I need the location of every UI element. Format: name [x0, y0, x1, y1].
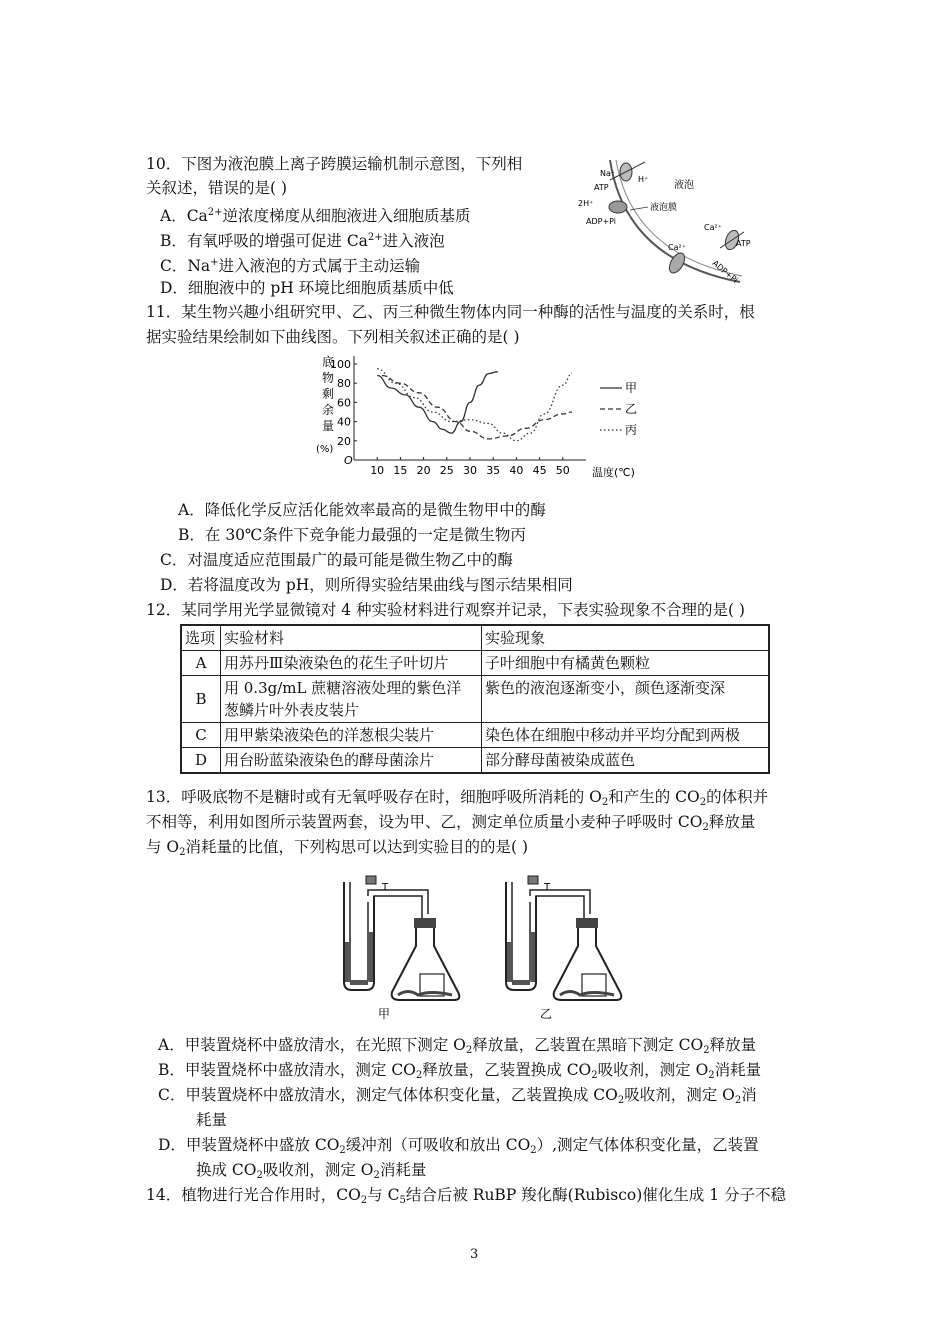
- legend-label: 甲: [625, 381, 638, 395]
- q13-option-d-cont: 换成 $CO_2$吸收剂，测定 $O_2$消耗量: [196, 1161, 427, 1181]
- adp-label: ADP+Pi: [586, 217, 617, 226]
- apparatus-right: [506, 876, 621, 1021]
- atp-label: ATP: [594, 183, 609, 192]
- series-line-2: [382, 376, 572, 439]
- row-option: B: [181, 676, 221, 723]
- page-number: 3: [470, 1247, 479, 1262]
- row-option: A: [181, 651, 221, 676]
- h-label: H⁺: [638, 175, 649, 184]
- y-axis-label-char: 剩: [322, 387, 335, 401]
- table-row: [181, 651, 769, 676]
- y-axis-label-char: 物: [322, 371, 335, 385]
- row-material: 用 0.3g/mL 蔗糖溶液处理的紫色洋 葱鳞片叶外表皮装片: [221, 676, 482, 723]
- row-material: 用台盼蓝染液染色的酵母菌涂片: [221, 748, 482, 774]
- x-axis-label: 温度(℃): [592, 466, 635, 479]
- q13-option-a: A．甲装置烧杯中盛放清水，在光照下测定 $O_2$释放量，乙装置在黑暗下测定 $CO_2$释放量: [158, 1036, 757, 1056]
- header-result: 实验现象: [482, 625, 770, 651]
- vacuole-membrane-figure: [570, 150, 770, 290]
- q13-option-b: B．甲装置烧杯中盛放清水，测定 $CO_2$释放量，乙装置换成 $CO_2$吸收剂，测定 $O_2$消耗量: [158, 1061, 762, 1081]
- q12-table: [180, 624, 770, 774]
- row-option: C: [181, 723, 221, 748]
- q11-option-b: B．在 30℃条件下竞争能力最强的一定是微生物丙: [178, 526, 526, 544]
- row-material: 用甲紫染液染色的洋葱根尖装片: [221, 723, 482, 748]
- row-result: 部分酵母菌被染成蓝色: [482, 748, 770, 774]
- y-tick-label: 20: [337, 434, 351, 448]
- respiration-apparatus-figure: [330, 862, 630, 1022]
- y-axis-label-char: 底: [322, 355, 335, 369]
- adp-label-2: ADP+Pi: [710, 258, 740, 285]
- q10-option-c: C．Na+进入液泡的方式属于主动运输: [160, 257, 421, 275]
- q13-stem-line1: 13．呼吸底物不是糖时或有无氧呼吸存在时，细胞呼吸所消耗的 $O_2$和产生的 $CO_2$的体积并: [146, 788, 769, 808]
- label-jia: 甲: [378, 1007, 391, 1021]
- table-row: [181, 748, 769, 774]
- atp-label-2: ATP: [736, 239, 751, 248]
- y-axis-label-char: 余: [322, 403, 335, 417]
- na-label: Na⁺: [600, 169, 616, 178]
- row-result: 子叶细胞中有橘黄色颗粒: [482, 651, 770, 676]
- y-tick-label: 40: [337, 415, 351, 429]
- legend-label: 乙: [625, 402, 638, 416]
- x-tick-label: 35: [486, 464, 501, 477]
- q11-stem-line2: 据实验结果绘制如下曲线图。下列相关叙述正确的是( ): [146, 328, 520, 346]
- x-tick-label: 20: [416, 464, 431, 477]
- stopcock-label: T: [382, 882, 389, 893]
- ca-label-2: Ca²⁺: [704, 223, 722, 232]
- x-tick-label: 30: [463, 464, 477, 477]
- y-tick-label: 60: [337, 396, 351, 410]
- x-tick-label: 10: [370, 464, 385, 477]
- q11-stem-line1: 11．某生物兴趣小组研究甲、乙、丙三种微生物体内同一种酶的活性与温度的关系时，根: [146, 303, 755, 321]
- enzyme-temperature-chart: [312, 352, 652, 490]
- x-tick-label: 50: [555, 464, 570, 477]
- table-row: [181, 676, 769, 723]
- q13-stem-line3: 与 $O_2$消耗量的比值，下列构思可以达到实验目的的是( ): [146, 838, 529, 858]
- origin-label: O: [344, 454, 353, 467]
- row-result: 紫色的液泡逐渐变小，颜色逐渐变深: [482, 676, 770, 723]
- table-header-row: [181, 625, 769, 651]
- q10-option-a: A．$Ca^{2+}$逆浓度梯度从细胞液进入细胞质基质: [160, 207, 471, 225]
- y-axis-unit: (%): [316, 444, 334, 455]
- membrane-label: 液泡膜: [650, 203, 678, 213]
- q13-option-c-cont: 耗量: [196, 1111, 228, 1129]
- q10-stem-line2: 关叙述，错误的是( ): [146, 179, 288, 197]
- h-pump: [609, 201, 627, 213]
- ca-label-1: Ca²⁺: [668, 243, 686, 252]
- q13-option-d: D．甲装置烧杯中盛放 $CO_2$缓冲剂（可吸收和放出 $CO_2$）,测定气体体积变化量，乙装置: [158, 1136, 759, 1156]
- header-material: 实验材料: [221, 625, 482, 651]
- q12-stem: 12．某同学用光学显微镜对 4 种实验材料进行观察并记录，下表实验现象不合理的是( ): [146, 601, 745, 619]
- x-tick-label: 45: [532, 464, 547, 477]
- q11-option-d: D．若将温度改为 pH，则所得实验结果曲线与图示结果相同: [160, 576, 573, 594]
- y-tick-label: 100: [330, 358, 351, 371]
- q10-stem-line1: 10．下图为液泡膜上离子跨膜运输机制示意图，下列相: [146, 155, 523, 173]
- q13-stem-line2: 不相等，利用如图所示装置两套，设为甲、乙，测定单位质量小麦种子呼吸时 $CO_2$释放量: [146, 813, 756, 833]
- x-tick-label: 40: [509, 464, 524, 477]
- table-row: [181, 723, 769, 748]
- label-yi: 乙: [540, 1007, 553, 1021]
- q10-option-b: B．有氧呼吸的增强可促进 $Ca^{2+}$进入液泡: [160, 232, 445, 250]
- 2h-label: 2H⁺: [578, 199, 594, 208]
- apparatus-left: [344, 876, 459, 1021]
- row-option: D: [181, 748, 221, 774]
- y-axis-label-char: 量: [322, 419, 335, 433]
- x-tick-label: 15: [393, 464, 408, 477]
- series-line-3: [377, 369, 572, 441]
- legend-label: 丙: [625, 423, 638, 437]
- q10-option-d: D．细胞液中的 pH 环境比细胞质基质中低: [160, 279, 454, 297]
- y-tick-label: 80: [337, 377, 351, 391]
- q11-option-c: C．对温度适应范围最广的最可能是微生物乙中的酶: [160, 551, 513, 569]
- x-tick-label: 25: [439, 464, 454, 477]
- row-result: 染色体在细胞中移动并平均分配到两极: [482, 723, 770, 748]
- q11-option-a: A．降低化学反应活化能效率最高的是微生物甲中的酶: [178, 501, 546, 519]
- vacuole-label: 液泡: [674, 180, 694, 191]
- series-line-1: [377, 372, 498, 433]
- header-option: 选项: [181, 625, 221, 651]
- q13-option-c: C．甲装置烧杯中盛放清水，测定气体体积变化量，乙装置换成 $CO_2$吸收剂，测定 $O_2$消: [158, 1086, 757, 1106]
- q14-stem: 14．植物进行光合作用时，$CO_2$与 $C_5$结合后被 RuBP 羧化酶(Rubisco)催化生成 1 分子不稳: [146, 1186, 786, 1206]
- row-material: 用苏丹Ⅲ染液染色的花生子叶切片: [221, 651, 482, 676]
- stopcock-label: T: [544, 882, 551, 893]
